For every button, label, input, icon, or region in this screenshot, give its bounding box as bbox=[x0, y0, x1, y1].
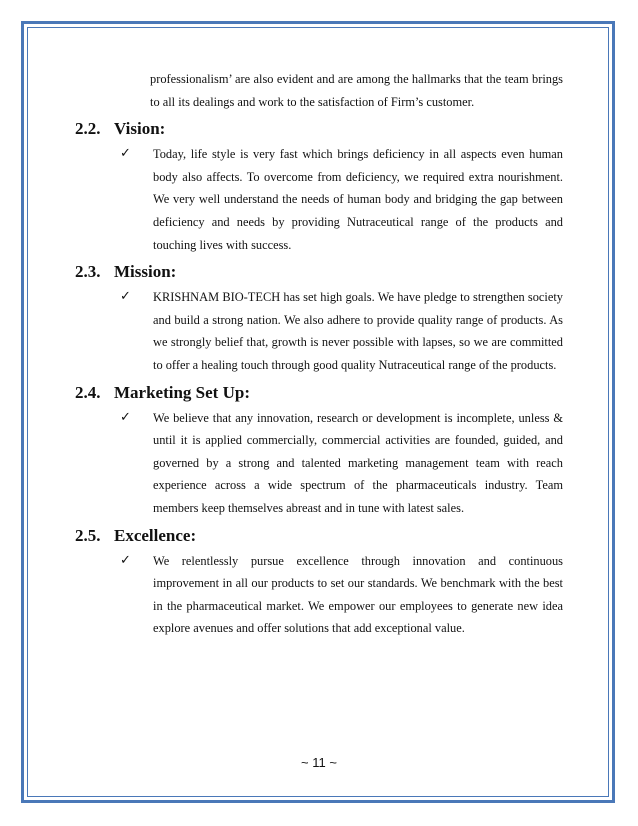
section-number: 2.5. bbox=[75, 525, 101, 545]
section-heading-marketing bbox=[75, 380, 563, 405]
bullet-text: KRISHNAM BIO-TECH has set high goals. We have pledge to strengthen society and build a strong nation. We also adhere to provide quality range of products. As we strongly belief that, growth is never possible with lapses, so we are committed to offer a healing touch through good quality Nutraceutical range of the products. bbox=[153, 290, 563, 372]
page-content bbox=[75, 68, 563, 640]
bullet-item-excellence bbox=[120, 550, 563, 640]
section-number: 2.3. bbox=[75, 262, 101, 282]
page-number: ~ 11 ~ bbox=[301, 755, 337, 770]
section-title: Mission: bbox=[114, 262, 177, 282]
section-number: 2.4. bbox=[75, 382, 101, 402]
bullet-text: We believe that any innovation, research or development is incomplete, unless & until it is applied commercially, commercial activities are founded, guided, and governed by a strong and talented marketing management team with reach experience across a wide spectrum of the pharmaceuticals industry. Team members keep themselves abreast and in tune with latest sales. bbox=[153, 410, 563, 515]
section-heading-excellence bbox=[75, 523, 563, 548]
section-title: Vision: bbox=[114, 119, 166, 139]
section-title: Excellence: bbox=[114, 525, 197, 545]
checkmark-icon: ✓ bbox=[120, 409, 131, 425]
bullet-text: Today, life style is very fast which brings deficiency in all aspects even human body also affects. To overcome from deficiency, we required extra nourishment. We very well understand the needs of human body and bridging the gap between deficiency and needs by providing Nutraceutical range of the products and touching lives with success. bbox=[153, 147, 563, 252]
section-heading-mission bbox=[75, 259, 563, 284]
bullet-item-mission bbox=[120, 286, 563, 376]
bullet-item-marketing bbox=[120, 407, 563, 520]
section-number: 2.2. bbox=[75, 119, 101, 139]
section-heading-vision bbox=[75, 116, 563, 141]
section-title: Marketing Set Up: bbox=[114, 382, 250, 402]
checkmark-icon: ✓ bbox=[120, 146, 131, 162]
checkmark-icon: ✓ bbox=[120, 289, 131, 305]
intro-paragraph: professionalism’ are also evident and are among the hallmarks that the team brings to all its dealings and work to the satisfaction of Firm’s customer. bbox=[150, 72, 563, 109]
bullet-text: We relentlessly pursue excellence through innovation and continuous improvement in all our products to set our standards. We benchmark with the best in the pharmaceutical market. We empower our employees to generate new idea explore avenues and offer solutions that add exceptional value. bbox=[153, 553, 563, 636]
checkmark-icon: ✓ bbox=[120, 552, 131, 568]
bullet-item-vision bbox=[120, 143, 563, 256]
